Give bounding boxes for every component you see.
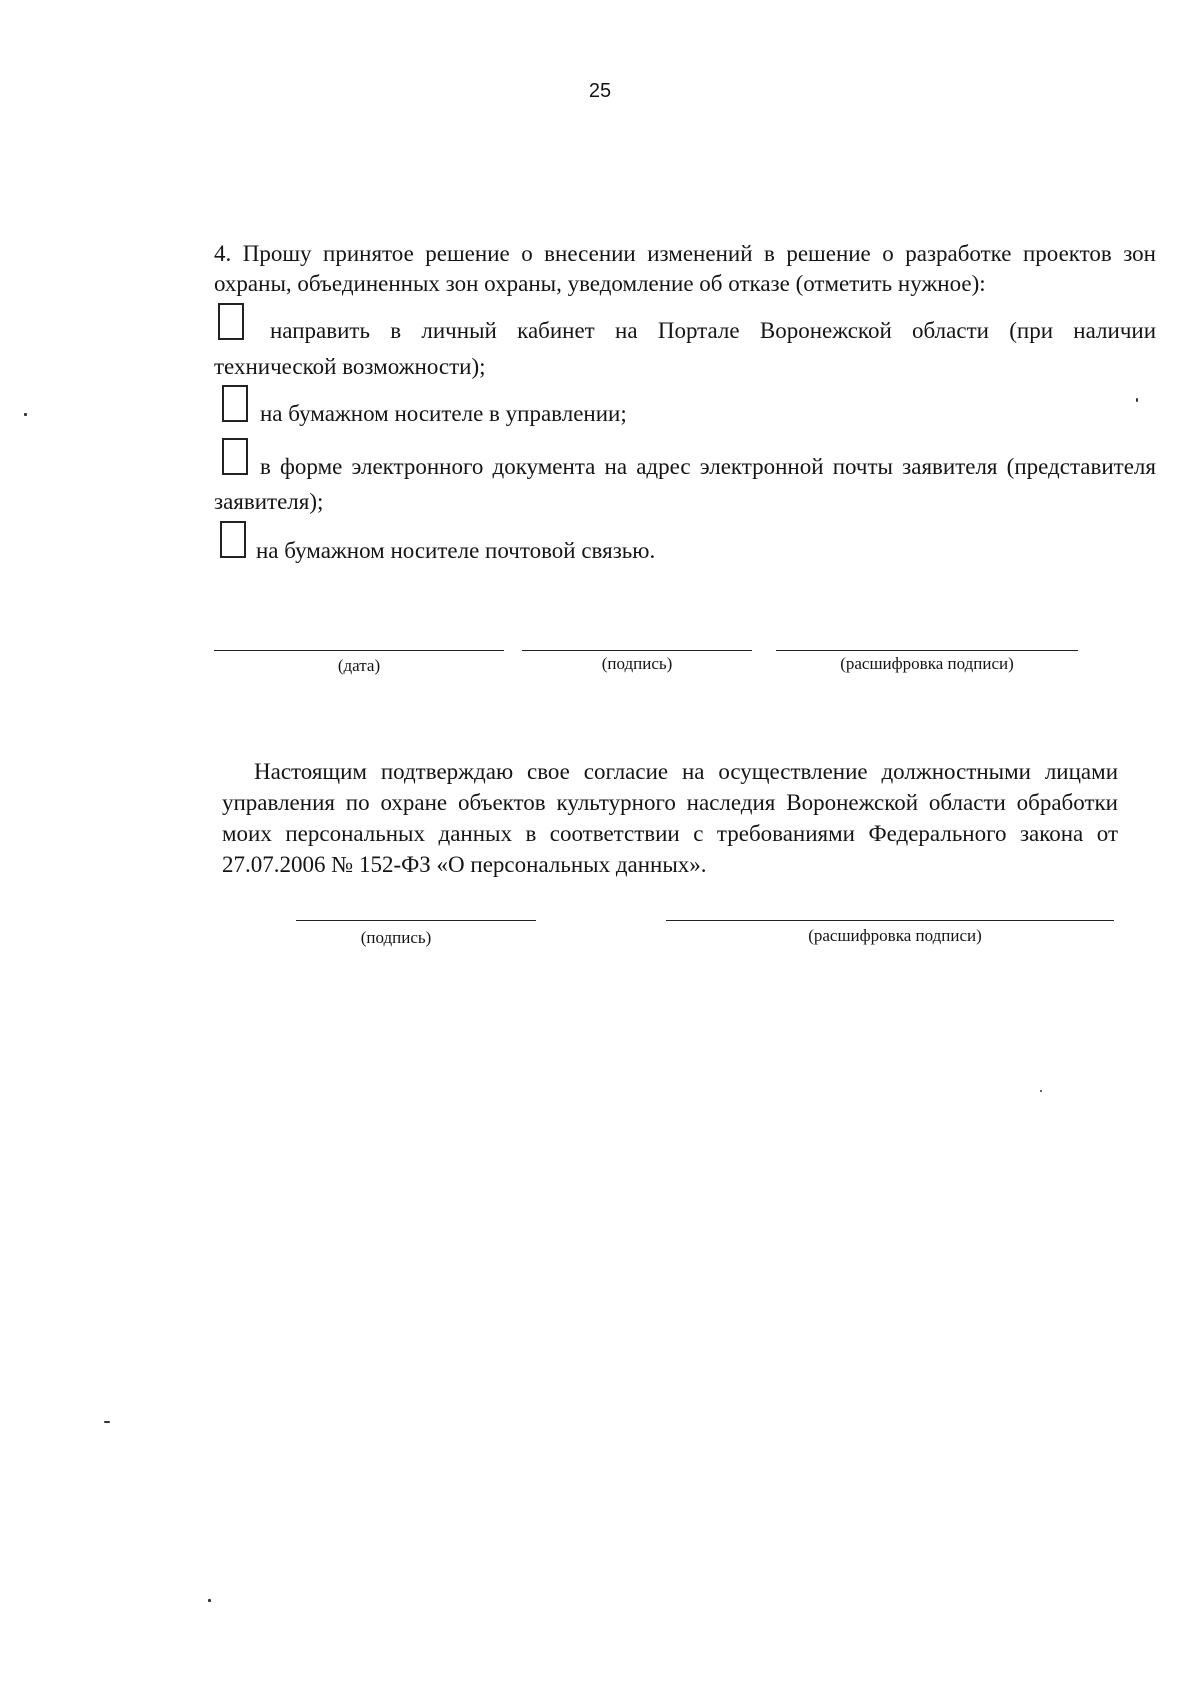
option-paper-office-checkbox[interactable] — [222, 385, 248, 422]
section4-intro-line2: охраны, объединенных зон охраны, уведомление об отказе (отметить нужное): — [214, 271, 986, 296]
option-email-label-cont: заявителя); — [214, 489, 324, 514]
option-portal-checkbox[interactable] — [218, 303, 244, 340]
option-post-checkbox[interactable] — [220, 521, 246, 558]
consent-decoding-caption: (расшифровка подписи) — [808, 926, 982, 945]
scan-speck — [1040, 1090, 1042, 1092]
signature-caption: (подпись) — [601, 654, 673, 673]
page-number: 25 — [588, 80, 612, 102]
consent-line2: управления по охране объектов культурного наследия Воронежской области обработки — [222, 790, 1118, 815]
option-post-label: на бумажном носителе почтовой связью. — [256, 538, 656, 563]
consent-line1: Настоящим подтверждаю свое согласие на осуществление должностными лицами — [254, 759, 1118, 784]
consent-decoding-line — [666, 920, 1114, 921]
scan-speck — [24, 413, 27, 416]
signature-line — [522, 650, 752, 651]
date-line — [214, 650, 504, 651]
consent-signature-caption: (подпись) — [360, 928, 432, 947]
section4-intro-line1: 4. Прошу принятое решение о внесении изменений в решение о разработке проектов зон — [214, 241, 1156, 266]
date-caption: (дата) — [337, 656, 381, 675]
signature-decoding-caption: (расшифровка подписи) — [840, 654, 1014, 673]
consent-line3: моих персональных данных в соответствии с требованиями Федерального закона от — [222, 821, 1118, 846]
option-portal-label-cont: технической возможности); — [214, 354, 486, 379]
option-paper-office-label: на бумажном носителе в управлении; — [260, 401, 627, 426]
signature-decoding-line — [776, 650, 1078, 651]
option-portal-label: направить в личный кабинет на Портале Воронежской области (при наличии — [270, 318, 1156, 343]
consent-signature-line — [296, 920, 536, 921]
option-email-checkbox[interactable] — [222, 438, 248, 475]
scan-speck — [208, 1599, 211, 1602]
option-email-label: в форме электронного документа на адрес электронной почты заявителя (представителя — [260, 454, 1156, 479]
consent-line4: 27.07.2006 № 152-ФЗ «О персональных данных». — [222, 852, 707, 877]
scan-speck — [1136, 398, 1138, 402]
scan-speck — [104, 1421, 110, 1423]
